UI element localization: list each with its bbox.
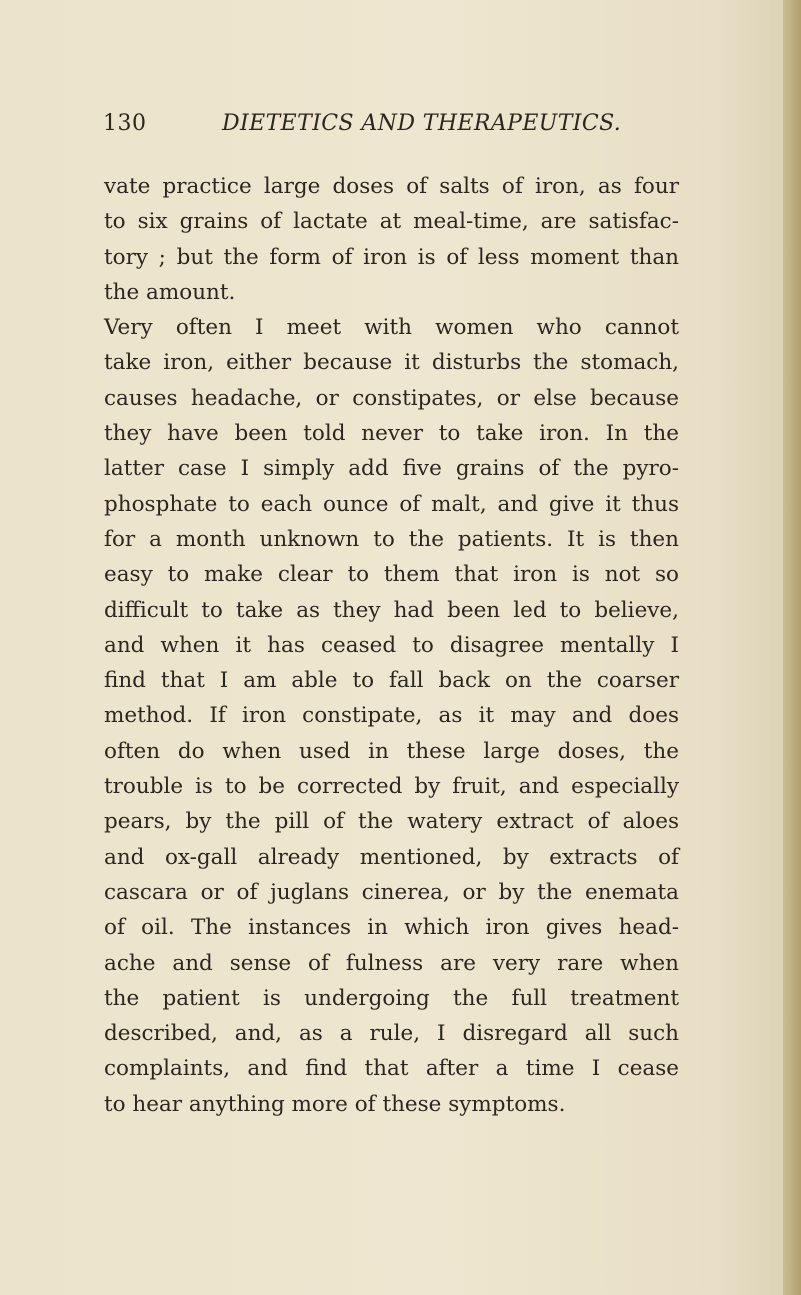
- body-text: [104, 169, 679, 1122]
- text-line: they have been told never to take iron. In the: [104, 421, 679, 447]
- text-line: often do when used in these large doses, the: [104, 738, 679, 764]
- text-line: pears, by the pill of the watery extract of aloes: [104, 809, 679, 835]
- text-line: and ox-gall already mentioned, by extracts of: [104, 844, 679, 870]
- running-title: DIETETICS AND THERAPEUTICS.: [222, 111, 622, 136]
- page-number: 130: [103, 111, 147, 136]
- text-line: trouble is to be corrected by fruit, and especially: [104, 774, 679, 800]
- text-line: find that I am able to fall back on the coarser: [104, 668, 679, 694]
- text-line: tory ; but the form of iron is of less moment than: [104, 244, 679, 270]
- text-line: ache and sense of fulness are very rare when: [104, 950, 679, 976]
- text-line: to six grains of lactate at meal-time, are satisfac-: [104, 209, 679, 235]
- text-line: Very often I meet with women who cannot: [104, 315, 679, 341]
- text-line: method. If iron constipate, as it may and does: [104, 703, 679, 729]
- text-line: the patient is undergoing the full treatment: [104, 985, 679, 1011]
- text-line: latter case I simply add five grains of the pyro-: [104, 456, 679, 482]
- text-line: to hear anything more of these symptoms.: [104, 1091, 566, 1117]
- text-line: complaints, and find that after a time I cease: [104, 1056, 679, 1082]
- page-header: [103, 111, 663, 147]
- text-line: difficult to take as they had been led to believe,: [104, 597, 679, 623]
- text-line: easy to make clear to them that iron is not so: [104, 562, 679, 588]
- text-line: described, and, as a rule, I disregard all such: [104, 1021, 679, 1047]
- page-edge-shadow: [783, 0, 801, 1295]
- text-line: for a month unknown to the patients. It is then: [104, 526, 679, 552]
- text-line: the amount.: [104, 279, 236, 305]
- text-line: take iron, either because it disturbs the stomach,: [104, 350, 679, 376]
- text-line: vate practice large doses of salts of iron, as four: [104, 174, 679, 199]
- text-line: phosphate to each ounce of malt, and give it thus: [104, 491, 679, 517]
- text-line: cascara or of juglans cinerea, or by the enemata: [104, 879, 679, 905]
- text-line: and when it has ceased to disagree mentally I: [104, 632, 679, 658]
- text-line: of oil. The instances in which iron gives head-: [104, 915, 679, 941]
- text-line: causes headache, or constipates, or else because: [104, 385, 679, 411]
